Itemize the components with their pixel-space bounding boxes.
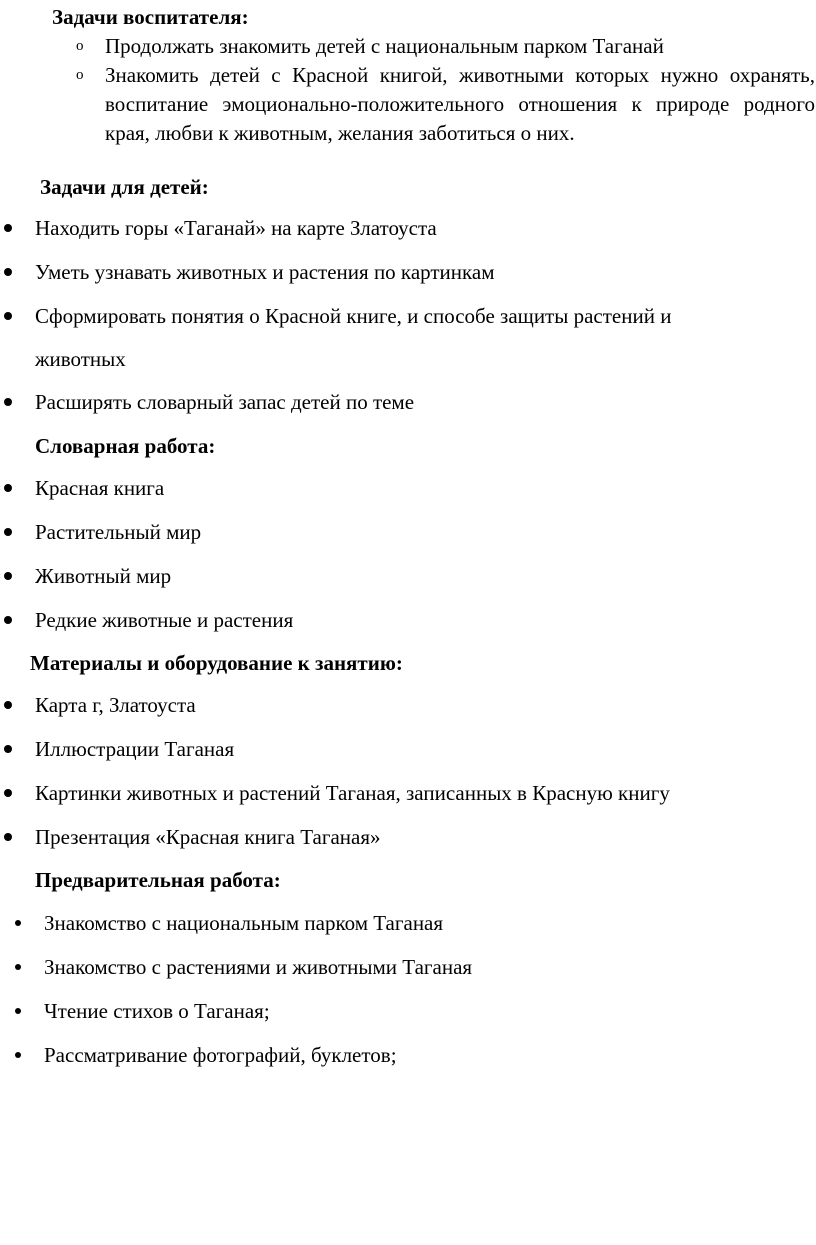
list-item: Рассматривание фотографий, буклетов; — [44, 1043, 397, 1067]
list-item: Продолжать знакомить детей с национальным парком Таганай — [105, 34, 664, 58]
bullet-icon — [15, 964, 21, 970]
bullet-icon — [4, 701, 12, 709]
circle-bullet-icon: o — [76, 38, 84, 54]
bullet-icon — [4, 484, 12, 492]
section-title-children-tasks: Задачи для детей: — [40, 175, 209, 199]
list-item: Знакомить детей с Красной книгой, животными которых нужно охранять, воспитание эмоционально-положительного отношения к природе родного края, любви к животным, желания заботиться о них. — [105, 63, 815, 145]
list-item: Иллюстрации Таганая — [35, 737, 235, 761]
bullet-icon — [4, 528, 12, 536]
bullet-icon — [4, 268, 12, 276]
bullet-icon — [15, 1008, 21, 1014]
list-item: Чтение стихов о Таганая; — [44, 999, 270, 1023]
list-item: Находить горы «Таганай» на карте Златоуста — [35, 216, 437, 240]
list-item-continuation: животных — [35, 347, 126, 371]
bullet-icon — [4, 616, 12, 624]
list-item: Картинки животных и растений Таганая, записанных в Красную книгу — [35, 781, 670, 805]
bullet-icon — [4, 224, 12, 232]
list-item: Редкие животные и растения — [35, 608, 294, 632]
section-title-vocabulary: Словарная работа: — [35, 434, 216, 458]
bullet-icon — [4, 833, 12, 841]
section-title-materials: Материалы и оборудование к занятию: — [30, 651, 403, 675]
bullet-icon — [4, 312, 12, 320]
list-item: Уметь узнавать животных и растения по картинкам — [35, 260, 495, 284]
list-item: Растительный мир — [35, 520, 202, 544]
bullet-icon — [15, 1052, 21, 1058]
section-title-teacher-tasks: Задачи воспитателя: — [52, 5, 249, 29]
bullet-icon — [4, 398, 12, 406]
bullet-icon — [4, 789, 12, 797]
list-item: Карта г, Златоуста — [35, 693, 196, 717]
list-item: Сформировать понятия о Красной книге, и способе защиты растений и — [35, 304, 672, 328]
list-item: Знакомство с растениями и животными Таганая — [44, 955, 473, 979]
bullet-icon — [15, 920, 21, 926]
bullet-icon — [4, 572, 12, 580]
list-item: Расширять словарный запас детей по теме — [35, 390, 415, 414]
list-item: Знакомство с национальным парком Таганая — [44, 911, 444, 935]
section-title-preliminary: Предварительная работа: — [35, 868, 281, 892]
list-item: Красная книга — [35, 476, 165, 500]
circle-bullet-icon: o — [76, 67, 84, 83]
bullet-icon — [4, 745, 12, 753]
list-item: Животный мир — [35, 564, 172, 588]
list-item: Презентация «Красная книга Таганая» — [35, 825, 381, 849]
